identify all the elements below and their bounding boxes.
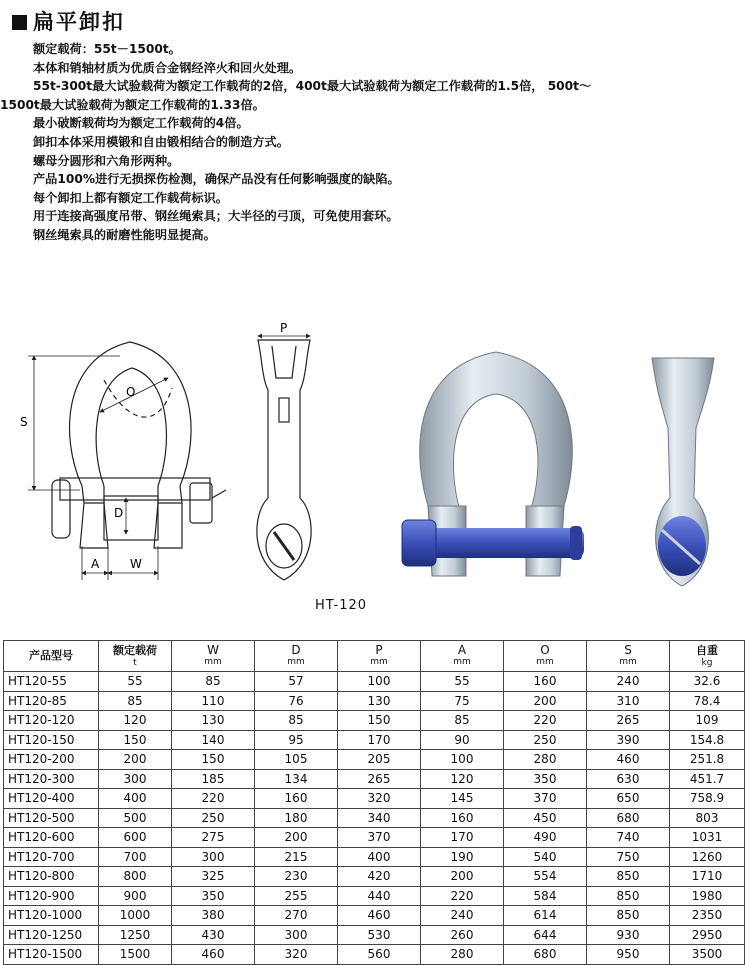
table-cell: 320 <box>338 789 421 809</box>
feature-line: 1500t最大试验载荷为额定工作载荷的1.33倍。 <box>0 97 265 112</box>
col-header <box>670 641 745 672</box>
table-cell: 270 <box>255 906 338 926</box>
table-cell: 630 <box>587 769 670 789</box>
table-row <box>4 730 745 750</box>
title-text: 扁平卸扣 <box>33 10 125 34</box>
table-cell: 150 <box>338 711 421 731</box>
table-cell: 180 <box>255 808 338 828</box>
feature-line: 用于连接高强度吊带、钢丝绳索具；大半径的弓顶，可免使用套环。 <box>33 209 399 224</box>
dim-label-o: O <box>126 385 136 399</box>
col-header-unit: mm <box>370 657 388 667</box>
table-cell: 100 <box>338 672 421 692</box>
table-cell: 255 <box>255 886 338 906</box>
table-cell: 205 <box>338 750 421 770</box>
table-cell-model: HT120-300 <box>4 769 99 789</box>
table-cell: 300 <box>172 847 255 867</box>
table-cell: 350 <box>172 886 255 906</box>
feature-line: 最小破断载荷均为额定工作载荷的4倍。 <box>33 116 249 131</box>
table-cell: 265 <box>338 769 421 789</box>
dim-label-d: D <box>114 506 124 520</box>
col-header <box>504 641 587 672</box>
page-title <box>12 6 125 36</box>
table-cell: 400 <box>99 789 172 809</box>
table-cell: 1710 <box>670 867 745 887</box>
table-cell: 930 <box>587 925 670 945</box>
table-cell: 584 <box>504 886 587 906</box>
table-cell: 250 <box>172 808 255 828</box>
feature-list <box>0 40 750 245</box>
table-cell-model: HT120-120 <box>4 711 99 731</box>
table-header-row <box>4 641 745 672</box>
col-header <box>255 641 338 672</box>
shackle-drawings <box>0 318 750 628</box>
feature-line: 钢丝绳索具的耐磨性能明显提高。 <box>33 227 216 242</box>
table-row <box>4 867 745 887</box>
table-cell: 900 <box>99 886 172 906</box>
table-cell: 260 <box>421 925 504 945</box>
table-cell: 451.7 <box>670 769 745 789</box>
table-cell-model: HT120-200 <box>4 750 99 770</box>
col-header <box>172 641 255 672</box>
table-cell: 600 <box>99 828 172 848</box>
table-cell: 1980 <box>670 886 745 906</box>
table-cell: 185 <box>172 769 255 789</box>
table-cell: 251.8 <box>670 750 745 770</box>
table-cell-model: HT120-600 <box>4 828 99 848</box>
table-cell: 170 <box>421 828 504 848</box>
col-header-name: 产品型号 <box>29 649 73 662</box>
col-header <box>421 641 504 672</box>
col-header-unit: mm <box>453 657 471 667</box>
feature-line: 卸扣本体采用模锻和自由锻相结合的制造方式。 <box>33 134 289 149</box>
table-cell: 380 <box>172 906 255 926</box>
table-cell: 220 <box>421 886 504 906</box>
table-cell: 230 <box>255 867 338 887</box>
table-cell: 1031 <box>670 828 745 848</box>
table-cell: 200 <box>99 750 172 770</box>
table-cell: 120 <box>99 711 172 731</box>
table-cell-model: HT120-700 <box>4 847 99 867</box>
table-cell: 200 <box>504 691 587 711</box>
table-cell: 109 <box>670 711 745 731</box>
table-cell: 614 <box>504 906 587 926</box>
square-bullet-icon <box>12 15 27 30</box>
table-row <box>4 750 745 770</box>
table-row <box>4 847 745 867</box>
table-cell: 95 <box>255 730 338 750</box>
table-cell: 85 <box>255 711 338 731</box>
table-cell: 850 <box>587 867 670 887</box>
table-row <box>4 711 745 731</box>
col-header-name: 自重 <box>696 643 718 657</box>
table-cell-model: HT120-55 <box>4 672 99 692</box>
col-header <box>338 641 421 672</box>
table-cell: 90 <box>421 730 504 750</box>
table-cell: 460 <box>338 906 421 926</box>
table-cell-model: HT120-1500 <box>4 945 99 965</box>
table-cell: 220 <box>504 711 587 731</box>
table-cell: 3500 <box>670 945 745 965</box>
feature-line: 螺母分圆形和六角形两种。 <box>33 153 180 168</box>
table-row <box>4 691 745 711</box>
table-cell: 350 <box>504 769 587 789</box>
table-cell: 400 <box>338 847 421 867</box>
table-cell: 32.6 <box>670 672 745 692</box>
table-cell-model: HT120-900 <box>4 886 99 906</box>
figure-caption: HT-120 <box>315 598 368 613</box>
table-cell: 300 <box>99 769 172 789</box>
table-cell: 190 <box>421 847 504 867</box>
table-cell: 540 <box>504 847 587 867</box>
table-cell: 75 <box>421 691 504 711</box>
table-cell: 390 <box>587 730 670 750</box>
table-cell: 325 <box>172 867 255 887</box>
table-cell: 280 <box>504 750 587 770</box>
table-cell: 150 <box>99 730 172 750</box>
col-header-name: 额定载荷 <box>113 643 157 657</box>
table-cell: 55 <box>421 672 504 692</box>
table-cell: 700 <box>99 847 172 867</box>
table-cell: 130 <box>172 711 255 731</box>
table-cell: 800 <box>99 867 172 887</box>
front-view-drawing <box>52 342 226 548</box>
table-cell: 530 <box>338 925 421 945</box>
front-view-dimensions <box>28 356 168 580</box>
col-header-name: S <box>624 643 632 657</box>
table-cell-model: HT120-800 <box>4 867 99 887</box>
table-cell: 644 <box>504 925 587 945</box>
table-cell: 370 <box>338 828 421 848</box>
table-cell: 200 <box>255 828 338 848</box>
table-cell: 160 <box>255 789 338 809</box>
table-cell: 1250 <box>99 925 172 945</box>
table-cell: 100 <box>421 750 504 770</box>
col-header-name: O <box>540 643 550 657</box>
table-cell: 740 <box>587 828 670 848</box>
table-cell-model: HT120-85 <box>4 691 99 711</box>
table-cell: 2950 <box>670 925 745 945</box>
table-cell: 460 <box>172 945 255 965</box>
feature-line: 额定载荷：55t－1500t。 <box>33 42 181 56</box>
table-cell: 78.4 <box>670 691 745 711</box>
table-cell: 85 <box>172 672 255 692</box>
table-cell: 215 <box>255 847 338 867</box>
table-cell: 310 <box>587 691 670 711</box>
table-cell: 140 <box>172 730 255 750</box>
table-cell-model: HT120-1000 <box>4 906 99 926</box>
table-cell: 76 <box>255 691 338 711</box>
table-cell: 490 <box>504 828 587 848</box>
col-header-name: A <box>457 643 467 657</box>
table-cell: 803 <box>670 808 745 828</box>
table-cell: 500 <box>99 808 172 828</box>
table-cell-model: HT120-400 <box>4 789 99 809</box>
table-row <box>4 886 745 906</box>
table-cell: 370 <box>504 789 587 809</box>
table-cell: 134 <box>255 769 338 789</box>
col-header-name: W <box>207 643 219 657</box>
table-cell: 240 <box>421 906 504 926</box>
table-cell: 110 <box>172 691 255 711</box>
col-header-unit: mm <box>536 657 554 667</box>
table-cell: 450 <box>504 808 587 828</box>
dim-label-a: A <box>91 557 100 571</box>
spec-table-body <box>4 672 745 965</box>
table-cell: 1500 <box>99 945 172 965</box>
table-cell: 280 <box>421 945 504 965</box>
col-header-unit: mm <box>204 657 222 667</box>
table-cell: 680 <box>587 808 670 828</box>
feature-line: 产品100%进行无损探伤检测，确保产品没有任何影响强度的缺陷。 <box>33 172 400 187</box>
dim-label-p: P <box>280 321 288 335</box>
table-cell: 650 <box>587 789 670 809</box>
col-header-unit: t <box>133 657 137 668</box>
col-header-unit: mm <box>287 657 305 667</box>
dim-label-w: W <box>130 557 142 571</box>
table-cell: 130 <box>338 691 421 711</box>
table-cell: 120 <box>421 769 504 789</box>
table-cell: 850 <box>587 906 670 926</box>
table-row <box>4 769 745 789</box>
table-cell: 758.9 <box>670 789 745 809</box>
table-cell: 265 <box>587 711 670 731</box>
table-cell: 170 <box>338 730 421 750</box>
spec-table <box>3 640 745 965</box>
table-cell-model: HT120-150 <box>4 730 99 750</box>
product-photo-front <box>402 352 584 576</box>
table-cell: 220 <box>172 789 255 809</box>
table-row <box>4 945 745 965</box>
table-row <box>4 906 745 926</box>
feature-line: 55t-300t最大试验载荷为额定工作载荷的2倍，400t最大试验载荷为额定工作载荷的1.5倍， 500t～ <box>33 79 592 94</box>
product-photo-side <box>652 358 714 586</box>
table-cell: 150 <box>172 750 255 770</box>
table-row <box>4 925 745 945</box>
table-cell: 200 <box>421 867 504 887</box>
col-header-unit: mm <box>619 657 637 667</box>
table-cell: 250 <box>504 730 587 750</box>
table-cell: 1000 <box>99 906 172 926</box>
table-cell: 1260 <box>670 847 745 867</box>
table-cell: 950 <box>587 945 670 965</box>
table-cell: 160 <box>504 672 587 692</box>
table-cell: 85 <box>421 711 504 731</box>
col-header <box>587 641 670 672</box>
table-cell: 680 <box>504 945 587 965</box>
table-cell: 160 <box>421 808 504 828</box>
table-cell: 55 <box>99 672 172 692</box>
feature-line: 本体和销轴材质为优质合金钢经淬火和回火处理。 <box>33 60 302 75</box>
table-cell-model: HT120-500 <box>4 808 99 828</box>
table-cell: 320 <box>255 945 338 965</box>
table-cell: 275 <box>172 828 255 848</box>
table-cell: 145 <box>421 789 504 809</box>
table-row <box>4 789 745 809</box>
table-cell: 300 <box>255 925 338 945</box>
side-view-drawing <box>257 340 311 580</box>
table-row <box>4 828 745 848</box>
table-cell: 440 <box>338 886 421 906</box>
feature-line: 每个卸扣上都有额定工作载荷标识。 <box>33 190 228 205</box>
table-cell: 420 <box>338 867 421 887</box>
table-cell: 57 <box>255 672 338 692</box>
table-cell: 240 <box>587 672 670 692</box>
col-header-name: P <box>375 643 383 657</box>
col-header-unit: kg <box>701 657 713 668</box>
col-header <box>4 641 99 672</box>
table-row <box>4 672 745 692</box>
table-row <box>4 808 745 828</box>
table-cell-model: HT120-1250 <box>4 925 99 945</box>
dim-label-s: S <box>20 415 28 429</box>
table-cell: 2350 <box>670 906 745 926</box>
table-cell: 85 <box>99 691 172 711</box>
table-cell: 154.8 <box>670 730 745 750</box>
table-cell: 460 <box>587 750 670 770</box>
table-cell: 750 <box>587 847 670 867</box>
col-header <box>99 641 172 672</box>
col-header-name: D <box>291 643 301 657</box>
table-cell: 560 <box>338 945 421 965</box>
table-cell: 554 <box>504 867 587 887</box>
table-cell: 340 <box>338 808 421 828</box>
table-cell: 430 <box>172 925 255 945</box>
table-cell: 850 <box>587 886 670 906</box>
table-cell: 105 <box>255 750 338 770</box>
